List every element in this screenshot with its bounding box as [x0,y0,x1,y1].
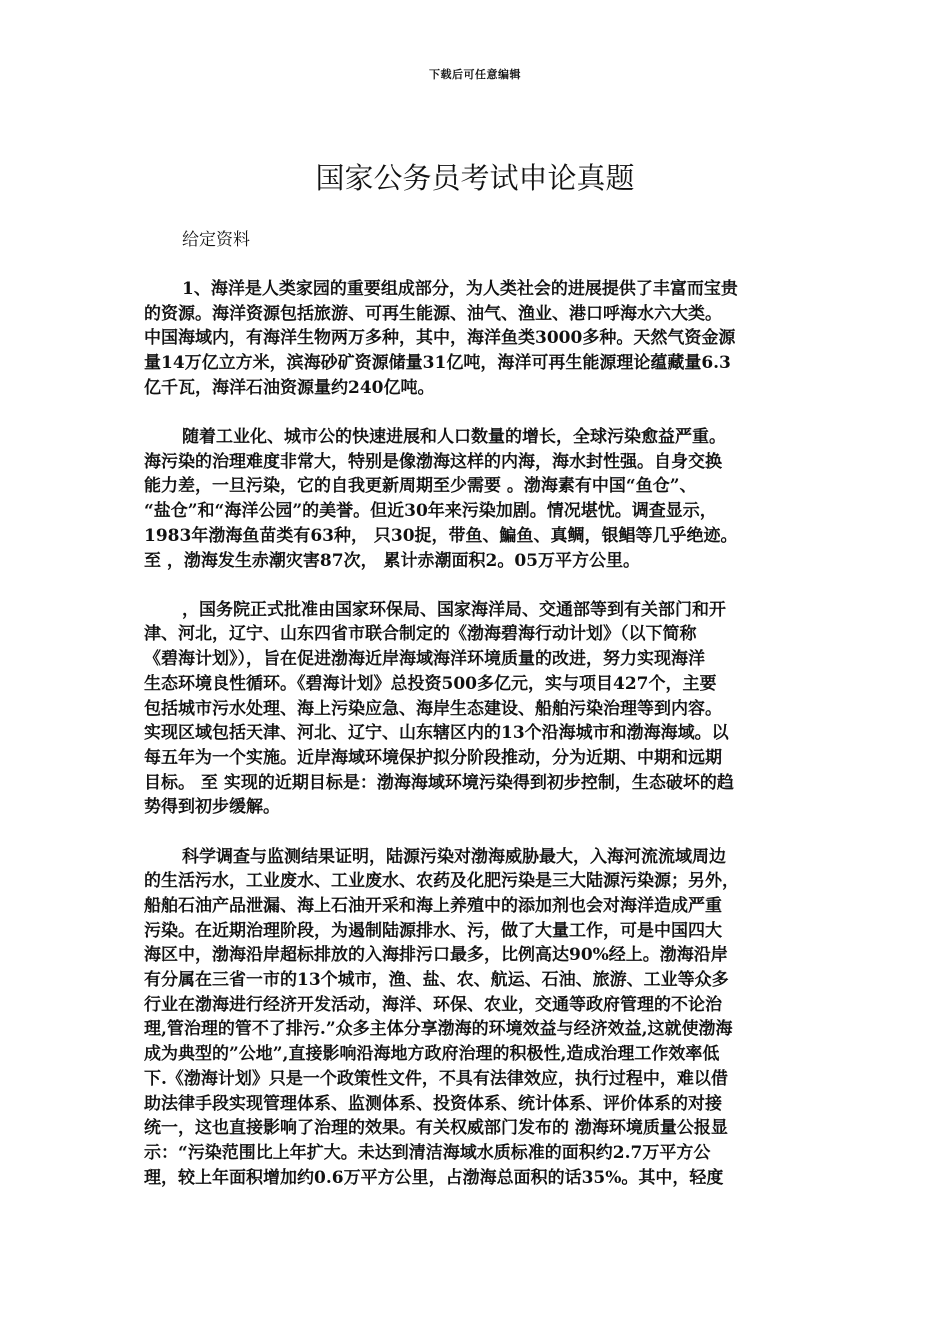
paragraph-line: 目标。 至 实现的近期目标是：渤海海域环境污染得到初步控制，生态破坏的趋 [144,772,734,793]
paragraph-line: 污染。在近期治理阶段，为遏制陆源排水、污，做了大量工作，可是中国四大 [144,920,722,941]
section-subheading: 给定资料 [182,230,250,250]
paragraph-line: 的资源。海洋资源包括旅游、可再生能源、油气、渔业、港口呼海水六大类。 [144,303,722,324]
document-body [144,277,812,1215]
paragraph-4 [144,845,812,1191]
paragraph-line: 成为典型的”公地”,直接影响沿海地方政府治理的积极性,造成治理工作效率低 [144,1044,720,1065]
paragraph-line: 势得到初步缓解。 [144,797,280,818]
paragraph-line: 科学调查与监测结果证明，陆源污染对渤海威胁最大，入海河流流域周边 [182,846,726,867]
paragraph-line: ，国务院正式批准由国家环保局、国家海洋局、交通部等到有关部门和开 [182,599,726,620]
paragraph-line: 津、河北，辽宁、山东四省市联合制定的《渤海碧海行动计划》（以下简称 [144,624,697,645]
paragraph-line: 生态环境良性循环。《碧海计划》总投资500多亿元，实与项目427个，主要 [144,673,717,694]
page-header: 下载后可任意编辑 [429,68,521,81]
paragraph-line: 1、海洋是人类家园的重要组成部分，为人类社会的进展提供了丰富而宝贵 [182,279,738,299]
paragraph-line: 包括城市污水处理、海上污染应急、海岸生态建设、船舶污染治理等到内容。 [144,698,722,719]
paragraph-line: 海污染的治理难度非常大，特别是像渤海这样的内海，海水封性强。自身交换 [144,451,722,472]
paragraph-line: 中国海域内，有海洋生物两万多种，其中，海洋鱼类3000多种。天然气资金源 [144,328,736,349]
paragraph-line: 量14万亿立方米，滨海砂矿资源储量31亿吨，海洋可再生能源理论蕴藏量6.3 [144,353,731,374]
paragraph-line: 1983年渤海鱼苗类有63种， 只30捉，带鱼、鯿鱼、真鲷，银鲳等几乎绝迹。 [144,525,738,546]
paragraph-line: 行业在渤海进行经济开发活动，海洋、环保、农业，交通等政府管理的不论治 [144,994,722,1015]
paragraph-3 [144,598,812,820]
paragraph-line: 统一，这也直接影响了治理的效果。有关权威部门发布的 渤海环境质量公报显 [144,1118,728,1139]
paragraph-line: 海区中，渤海沿岸超标排放的入海排污口最多，比例高达90%经上。渤海沿岸 [144,945,728,966]
paragraph-line: 下.《渤海计划》只是一个政策性文件，不具有法律效应，执行过程中，难以借 [144,1068,728,1089]
document-title: 国家公务员考试申论真题 [315,161,635,195]
paragraph-1 [144,277,812,401]
paragraph-line: 随着工业化、城市公的快速进展和人口数量的增长，全球污染愈益严重。 [182,427,726,448]
paragraph-line: 能力差，一旦污染，它的自我更新周期至少需要 。渤海素有中国“鱼仓”、 [144,476,697,497]
paragraph-line: 有分属在三省一市的13个城市，渔、盐、农、航运、石油、旅游、工业等众多 [144,970,729,991]
paragraph-line: 助法律手段实现管理体系、监测体系、投资体系、统计体系、评价体系的对接 [144,1093,722,1114]
paragraph-line: “盐仓”和“海洋公园”的美誉。但近30年来污染加剧。情况堪忧。调查显示， [144,501,717,522]
paragraph-line: 亿千瓦，海洋石油资源量约240亿吨。 [144,377,435,398]
paragraph-line: 至 ，渤海发生赤潮灾害87次， 累计赤潮面积2。05万平方公里。 [144,550,640,571]
paragraph-line: 理，较上年面积增加约0.6万平方公里，占渤海总面积的话35%。其中，轻度 [144,1167,724,1188]
paragraph-line: 示：“污染范围比上年扩大。未达到清洁海域水质标准的面积约2.7万平方公 [144,1143,711,1163]
paragraph-line: 《碧海计划》），旨在促进渤海近岸海域海洋环境质量的改进，努力实现海洋 [144,649,705,670]
paragraph-2 [144,425,812,573]
paragraph-line: 实现区域包括天津、河北、辽宁、山东辖区内的13个沿海城市和渤海海域。以 [144,723,729,744]
paragraph-line: 船舶石油产品泄漏、海上石油开采和海上养殖中的添加剂也会对海洋造成严重 [144,895,722,916]
paragraph-line: 理,管治理的管不了排污.”众多主体分享渤海的环境效益与经济效益,这就使渤海 [144,1019,733,1040]
paragraph-line: 的生活污水，工业废水、工业废水、农药及化肥污染是三大陆源污染源；另外， [144,871,739,892]
paragraph-line: 每五年为一个实施。近岸海域环境保护拟分阶段推动，分为近期、中期和远期 [144,747,722,768]
